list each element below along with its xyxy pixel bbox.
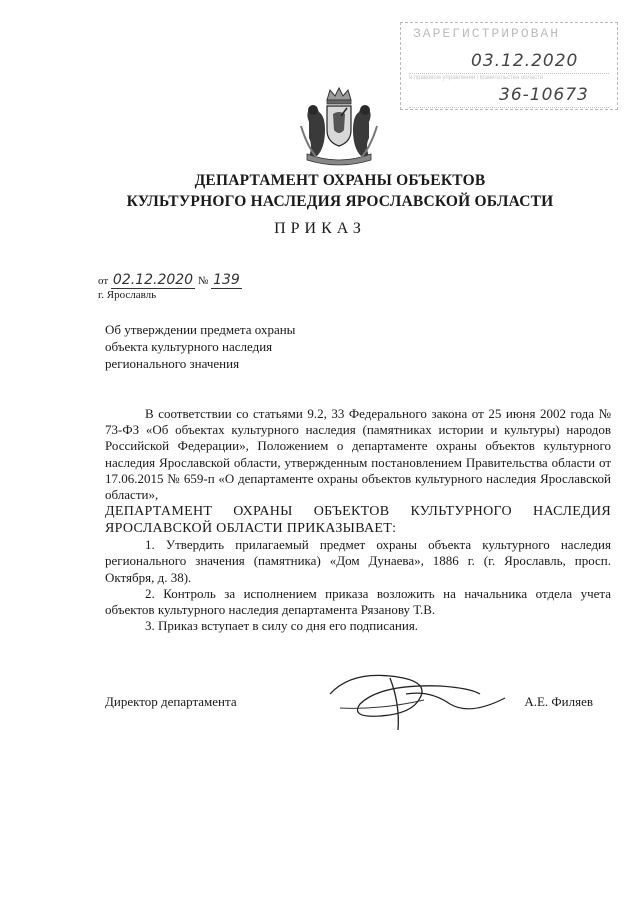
- preamble-paragraph: В соответствии со статьями 9.2, 33 Федерального закона от 25 июня 2002 года № 73-ФЗ «Об объектах культурного наследия (памятниках истории и культуры) народов Российской Федерации», Положением о департаменте охраны объектов культурного наследия Ярославской области, утвержденным постановлением Правительства области от 17.06.2015 № 659-п «О департаменте охраны объектов культурного наследия Ярославской области»,: [105, 406, 611, 503]
- order-date-line: [98, 272, 242, 288]
- city: г. Ярославль: [98, 289, 157, 301]
- coat-of-arms-icon: [297, 86, 381, 168]
- subject-line: Об утверждении предмета охраны: [105, 322, 296, 337]
- subject-line: регионального значения: [105, 356, 240, 371]
- order-body: [105, 406, 611, 634]
- stamp-caption: в правовом управлении Правительства области: [409, 75, 544, 81]
- order-item: 3. Приказ вступает в силу со дня его подписания.: [145, 618, 419, 634]
- orders-heading: ДЕПАРТАМЕНТ ОХРАНЫ ОБЪЕКТОВ КУЛЬТУРНОГО НАСЛЕДИЯ ЯРОСЛАВСКОЙ ОБЛАСТИ ПРИКАЗЫВАЕТ:: [105, 504, 611, 537]
- stamp-date: 03.12.2020: [471, 51, 579, 71]
- stamp-line: [409, 73, 609, 74]
- subject-line: объекта культурного наследия: [105, 339, 273, 354]
- stamp-number: 36-10673: [499, 85, 589, 105]
- registration-stamp: [400, 22, 618, 110]
- order-date: 02.12.2020: [112, 272, 194, 288]
- department-line: ДЕПАРТАМЕНТ ОХРАНЫ ОБЪЕКТОВ: [194, 172, 486, 189]
- order-subject: [105, 321, 405, 372]
- order-number: 139: [213, 272, 240, 288]
- order-item: 1. Утвердить прилагаемый предмет охраны объекта культурного наследия регионального значения (памятника) «Дом Дунаева», 1886 г. (г. Ярославль, просп. Октября, д. 38).: [105, 537, 611, 585]
- department-line: КУЛЬТУРНОГО НАСЛЕДИЯ ЯРОСЛАВСКОЙ ОБЛАСТИ: [126, 193, 554, 210]
- stamp-title: ЗАРЕГИСТРИРОВАН: [413, 26, 561, 41]
- document-type: ПРИКАЗ: [274, 220, 366, 237]
- number-label: №: [197, 275, 209, 287]
- signature-scribble: [320, 664, 520, 734]
- signatory-name: А.Е. Филяев: [524, 694, 593, 709]
- signatory-position: Директор департамента: [105, 694, 237, 709]
- department-name: [60, 170, 620, 212]
- stamp-line: [409, 107, 609, 108]
- date-from-label: от: [98, 275, 109, 287]
- order-item: 2. Контроль за исполнением приказа возложить на начальника отдела учета объектов культурного наследия департамента Рязанову Т.В.: [105, 585, 611, 618]
